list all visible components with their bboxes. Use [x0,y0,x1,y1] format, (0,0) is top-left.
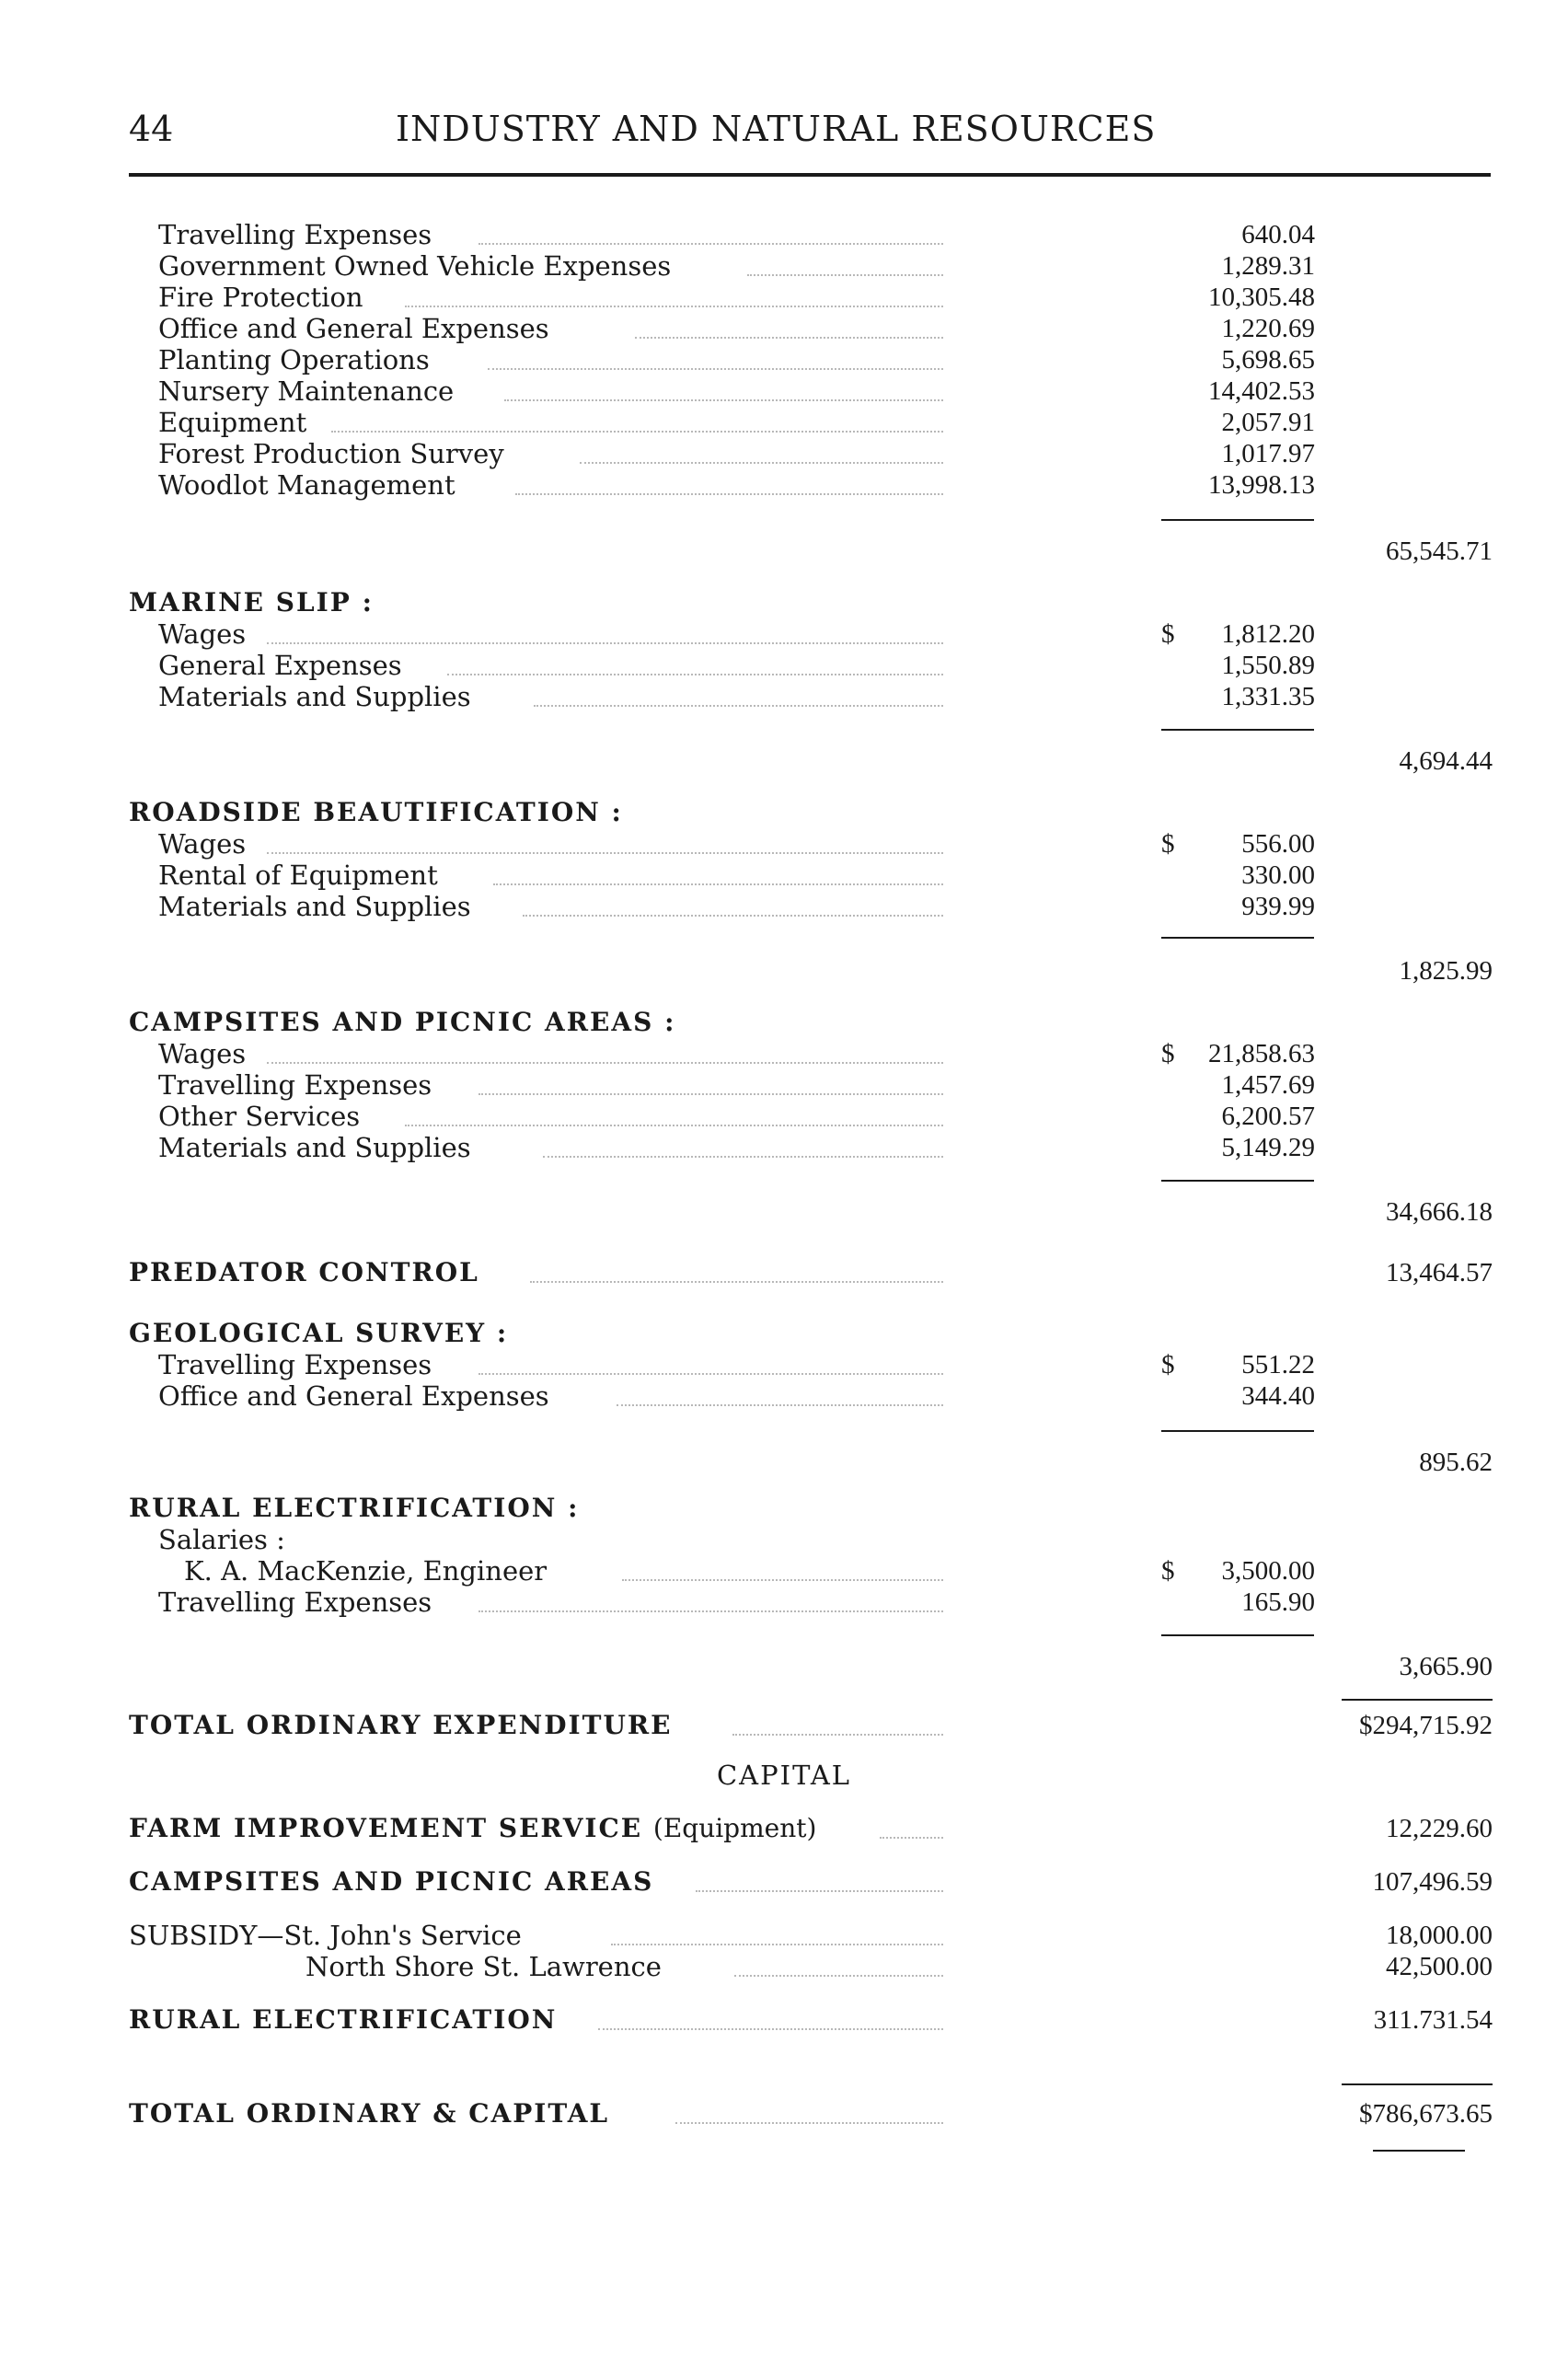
leader-dots [515,493,943,495]
subtotal-rule [1161,729,1314,731]
item-label: Equipment [158,407,307,438]
item-label: SUBSIDY—St. John's Service [129,1920,522,1951]
section-total: 34,666.18 [1386,1197,1493,1227]
section-heading: MARINE SLIP : [129,587,374,617]
list-item [0,860,1568,891]
section-total: 65,545.71 [1386,537,1493,566]
item-amount: 42,500.00 [1386,1952,1493,1981]
item-amount: 1,220.69 [1221,314,1315,343]
subtotal-rule [1161,519,1314,521]
section-heading: RURAL ELECTRIFICATION : [129,1493,580,1523]
capital-item-subsidy [0,1920,1568,1951]
item-label: Travelling Expenses [158,1587,432,1618]
subtotal-rule [1161,937,1314,939]
list-item [0,891,1568,922]
item-label: Travelling Expenses [158,1349,432,1380]
leader-dots [504,399,943,401]
item-label: Government Owned Vehicle Expenses [158,250,672,282]
running-title: INDUSTRY AND NATURAL RESOURCES [396,109,1157,149]
list-item [0,1069,1568,1101]
section-total: 895.62 [1419,1448,1493,1477]
capital-item-farm [0,1813,1568,1844]
item-amount: 2,057.91 [1221,408,1315,437]
list-item [0,1349,1568,1380]
leader-dots [478,1373,943,1375]
leader-dots [331,431,943,433]
item-label: K. A. MacKenzie, Engineer [184,1555,548,1587]
item-amount: 551.22 [1241,1350,1315,1379]
item-amount: 1,017.97 [1221,439,1315,468]
leader-dots [534,705,943,707]
item-label: Wages [158,618,247,650]
item-amount: 1,457.69 [1221,1070,1315,1100]
leader-dots [747,274,943,276]
leader-dots [267,642,943,644]
section-total: 4,694.44 [1399,746,1493,776]
leader-dots [675,2122,943,2124]
item-amount: 18,000.00 [1386,1921,1493,1950]
grand-total-underline [1373,2150,1465,2152]
section-heading-row [0,797,1568,828]
list-item [0,1587,1568,1618]
list-item [0,1555,1568,1587]
capital-item-campsites [0,1866,1568,1898]
leader-dots [267,1062,943,1064]
subtotal-rule [1161,1430,1314,1432]
capital-item-rural [0,2004,1568,2036]
list-item [0,344,1568,375]
leader-dots [405,1125,943,1126]
leader-dots [488,368,943,370]
salaries-label: Salaries : [158,1524,285,1555]
item-label: Materials and Supplies [158,891,471,922]
leader-dots [635,337,943,339]
item-amount: 311.731.54 [1373,2005,1493,2035]
grand-total-rule [1342,2083,1493,2085]
item-label: Planting Operations [158,344,430,375]
farm-suffix: (Equipment) [652,1813,817,1843]
item-label: General Expenses [158,650,402,681]
item-amount: 5,698.65 [1221,345,1315,375]
section-total: 3,665.90 [1399,1652,1493,1681]
item-label: Rental of Equipment [158,860,438,891]
section-heading-row [0,1007,1568,1038]
leader-dots [598,2028,943,2030]
leader-dots [530,1281,943,1283]
page-number: 44 [129,109,174,149]
item-label: Travelling Expenses [158,1069,432,1101]
item-label: Travelling Expenses [158,219,432,250]
item-amount: 14,402.53 [1208,376,1315,406]
list-item [0,219,1568,250]
leader-dots [543,1156,943,1158]
section-heading: CAMPSITES AND PICNIC AREAS : [129,1007,676,1037]
item-label: Woodlot Management [158,469,455,501]
item-label: CAMPSITES AND PICNIC AREAS [129,1866,654,1897]
item-amount: 556.00 [1241,829,1315,859]
total-label: TOTAL ORDINARY EXPENDITURE [129,1710,673,1740]
item-amount: 1,812.20 [1221,619,1315,649]
item-label: Materials and Supplies [158,1132,471,1163]
leader-dots [447,674,943,675]
item-label: Nursery Maintenance [158,375,455,407]
section-total: 1,825.99 [1399,956,1493,986]
total-rule [1342,1699,1493,1701]
dollar-sign: $ [1161,1039,1175,1068]
item-amount: 1,331.35 [1221,682,1315,711]
grand-total-amount: $786,673.65 [1359,2099,1493,2129]
total-ordinary-row [0,1710,1568,1741]
item-amount: 344.40 [1241,1381,1315,1411]
section-heading: GEOLOGICAL SURVEY : [129,1318,509,1348]
item-amount: 640.04 [1241,220,1315,249]
section-total-row [0,1651,1568,1682]
item-label: RURAL ELECTRIFICATION [129,2004,558,2035]
section-total: 13,464.57 [1386,1258,1493,1287]
item-amount: 165.90 [1241,1587,1315,1617]
section-heading: PREDATOR CONTROL [129,1257,479,1287]
item-label: Fire Protection [158,282,363,313]
list-item [0,438,1568,469]
item-label: Forest Production Survey [158,438,504,469]
list-item [0,1380,1568,1412]
list-item [0,250,1568,282]
list-item [0,375,1568,407]
list-item [0,618,1568,650]
section-total-row [0,536,1568,567]
list-item [0,1101,1568,1132]
leader-dots [696,1890,943,1892]
list-item [0,650,1568,681]
farm-label: FARM IMPROVEMENT SERVICE [129,1813,643,1843]
item-amount: 1,289.31 [1221,251,1315,281]
dollar-sign: $ [1161,1556,1175,1586]
dollar-sign: $ [1161,1350,1175,1379]
leader-dots [405,306,943,307]
subtotal-rule [1161,1634,1314,1636]
list-item [0,1038,1568,1069]
list-item [0,469,1568,501]
list-item [0,1132,1568,1163]
list-item [0,313,1568,344]
leader-dots [732,1734,943,1736]
item-amount: 10,305.48 [1208,283,1315,312]
item-amount: 1,550.89 [1221,651,1315,680]
section-total-row [0,745,1568,777]
list-item [0,282,1568,313]
dollar-sign: $ [1161,619,1175,649]
section-heading: ROADSIDE BEAUTIFICATION : [129,797,623,827]
leader-dots [493,883,943,885]
grand-total-label: TOTAL ORDINARY & CAPITAL [129,2098,610,2129]
section-heading-row [0,1318,1568,1349]
item-label: Wages [158,1038,247,1069]
predator-control-row [0,1257,1568,1288]
grand-total-row [0,2098,1568,2129]
subtotal-rule [1161,1180,1314,1182]
item-amount: 5,149.29 [1221,1133,1315,1162]
leader-dots [880,1837,943,1839]
section-total-row [0,1196,1568,1228]
header-rule [129,173,1491,177]
item-label: Materials and Supplies [158,681,471,712]
item-amount: 939.99 [1241,892,1315,921]
leader-dots [734,1975,943,1977]
item-label: North Shore St. Lawrence [306,1951,662,1982]
section-heading-row [0,1493,1568,1524]
item-label: Office and General Expenses [158,1380,549,1412]
section-total-row [0,1447,1568,1478]
section-total-row [0,955,1568,987]
list-item [0,828,1568,860]
leader-dots [478,243,943,245]
item-label: Other Services [158,1101,361,1132]
section-heading-row [0,587,1568,618]
item-amount: 12,229.60 [1386,1814,1493,1843]
capital-heading: CAPITAL [716,1760,852,1791]
capital-item-subsidy-north-shore [0,1951,1568,1982]
leader-dots [611,1944,943,1945]
item-amount: 6,200.57 [1221,1102,1315,1131]
item-amount: 21,858.63 [1208,1039,1315,1068]
list-item [0,407,1568,438]
dollar-sign: $ [1161,829,1175,859]
leader-dots [622,1579,943,1581]
item-label: Wages [158,828,247,860]
item-amount: 13,998.13 [1208,470,1315,500]
salaries-row [0,1524,1568,1555]
list-item [0,681,1568,712]
item-amount: 107,496.59 [1372,1867,1493,1897]
item-amount: 330.00 [1241,860,1315,890]
leader-dots [523,915,943,917]
page-header [129,109,1476,149]
leader-dots [267,852,943,854]
leader-dots [580,462,943,464]
leader-dots [478,1093,943,1095]
item-label [129,1813,816,1844]
total-amount: $294,715.92 [1359,1711,1493,1740]
leader-dots [617,1404,943,1406]
leader-dots [478,1610,943,1612]
item-amount: 3,500.00 [1221,1556,1315,1586]
item-label: Office and General Expenses [158,313,549,344]
